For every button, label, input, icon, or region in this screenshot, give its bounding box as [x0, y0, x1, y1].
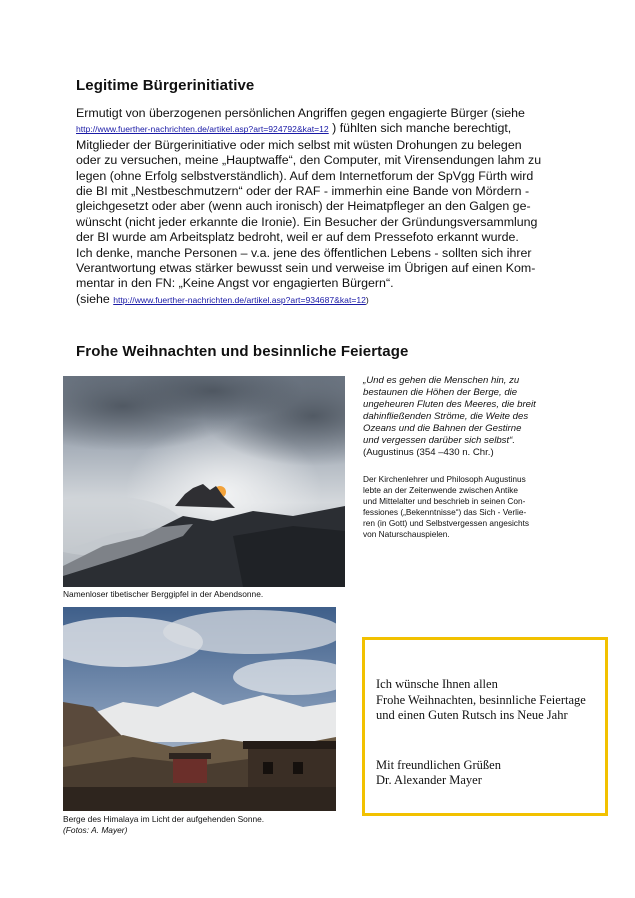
- text-line: Mitglieder der Bürgerinitiative oder mich selbst mit wüsten Drohungen zu belegen: [76, 137, 522, 152]
- mountain-photo-sunrise: [63, 607, 336, 811]
- photo1-caption: Namenloser tibetischer Berggipfel in der Abendsonne.: [63, 589, 264, 599]
- quote-line: dahinfließenden Ströme, die Weite des: [363, 411, 529, 422]
- text-line: legen (ohne Erfolg selbstverständlich). Auf dem Internetforum der SpVgg Fürth wird: [76, 168, 534, 183]
- greeting-box: [362, 637, 608, 816]
- text-line: mentar in den FN: „Keine Angst vor engagierten Bürgern“.: [76, 276, 394, 291]
- text-fragment: ) fühlten sich manche berechtigt,: [332, 121, 512, 136]
- note-line: von Naturschauspielen.: [363, 529, 450, 539]
- quote-line: Ozeans und die Bahnen der Gestirne: [363, 423, 522, 434]
- article-body: [76, 106, 541, 308]
- augustinus-quote: [363, 375, 536, 459]
- text-line: die BI mit „Nestbeschmutzern“ oder der RAF - immerhin eine Bande von Mördern -: [76, 184, 530, 199]
- note-line: Der Kirchenlehrer und Philosoph Augustinus: [363, 474, 526, 484]
- greeting-line: Ich wünsche Ihnen allen: [376, 677, 498, 691]
- quote-source: (Augustinus (354 –430 n. Chr.): [363, 447, 494, 458]
- text-line: gleichgesetzt oder aber (wenn auch ironisch) der Heimatpfleger an den Galgen ge-: [76, 199, 531, 214]
- mountain-evening-image: [63, 376, 345, 587]
- text-line: Verantwortung etwas stärker bewusst sein und verweise im Übrigen auf einen Kom-: [76, 261, 536, 276]
- quote-line: ungeheuren Fluten des Meeres, die breit: [363, 399, 536, 410]
- text-line: der BI wurde am Arbeitsplatz bedroht, weil er auf dem Pressefoto erkannt wurde.: [76, 230, 519, 245]
- text-line: [76, 292, 541, 308]
- photo-credit: (Fotos: A. Mayer): [63, 825, 128, 835]
- note-line: und Mittelalter und beschrieb in seinen Con-: [363, 496, 526, 506]
- quote-line: „Und es gehen die Menschen hin, zu: [363, 375, 520, 386]
- article-link-1[interactable]: http://www.fuerther-nachrichten.de/artikel.asp?art=924792&kat=12: [76, 124, 329, 135]
- quote-line: und vergessen darüber sich selbst“.: [363, 435, 515, 446]
- note-line: ren (in Gott) und Selbstvergessen angesichts: [363, 518, 530, 528]
- text-line: [76, 121, 541, 137]
- greeting-signature: Dr. Alexander Mayer: [376, 773, 482, 788]
- section-title-weihnachten: Frohe Weihnachten und besinnliche Feiertage: [76, 343, 409, 360]
- section-title-buergerinitiative: Legitime Bürgerinitiative: [76, 77, 255, 94]
- photo2-caption: Berge des Himalaya im Licht der aufgehenden Sonne.: [63, 814, 265, 824]
- text-fragment: ): [365, 294, 369, 305]
- augustinus-note: [363, 474, 529, 540]
- text-line: Ich denke, manche Personen – v.a. jene des öffentlichen Lebens - sollten sich ihrer: [76, 245, 532, 260]
- greeting-line: und einen Guten Rutsch ins Neue Jahr: [376, 708, 568, 723]
- text-line: wünscht (nicht jeder erkannte die Ironie). Ein Besucher der Gründungsversammlung: [76, 214, 538, 229]
- text-line: Ermutigt von überzogenen persönlichen Angriffen gegen engagierte Bürger (siehe: [76, 106, 525, 120]
- mountain-photo-evening: [63, 376, 345, 587]
- note-line: fessiones („Bekenntnisse“) das Sich - Verlie-: [363, 507, 527, 517]
- quote-line: bestaunen die Höhen der Berge, die: [363, 387, 518, 398]
- note-line: lebte an der Zeitenwende zwischen Antike: [363, 485, 518, 495]
- article-link-2[interactable]: http://www.fuerther-nachrichten.de/artikel.asp?art=934687&kat=12: [113, 294, 366, 305]
- himalaya-image: [63, 607, 336, 811]
- text-fragment: (siehe: [76, 291, 114, 306]
- greeting-line: Frohe Weihnachten, besinnliche Feiertage: [376, 692, 586, 707]
- greeting-closing: Mit freundlichen Grüßen: [376, 757, 501, 772]
- text-line: oder zu versuchen, meine „Hauptwaffe“, den Computer, mit Virensendungen lahm zu: [76, 153, 542, 168]
